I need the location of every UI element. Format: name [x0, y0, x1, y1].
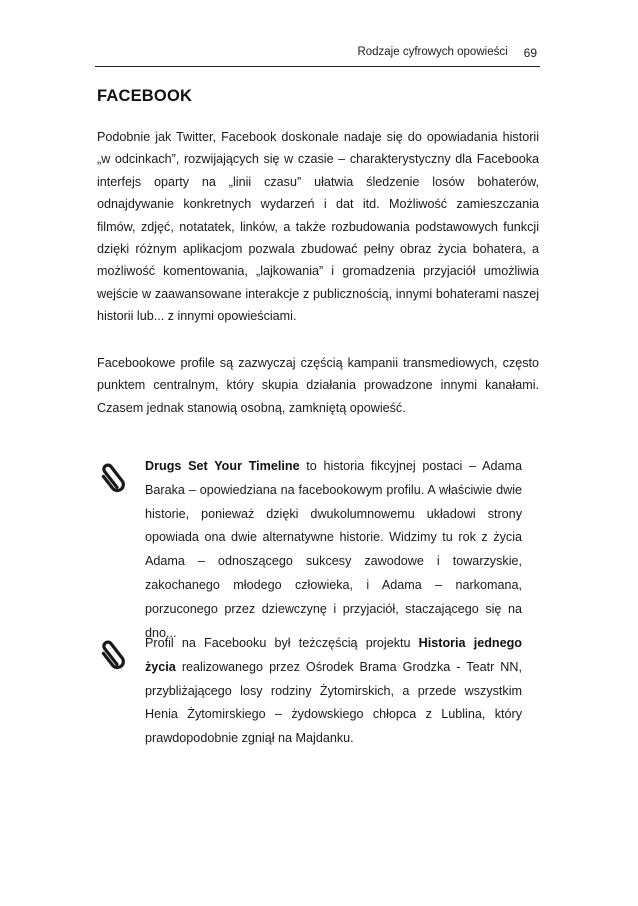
body-paragraph: Podobnie jak Twitter, Facebook doskonale nadaje się do opowiadania historii „w odcinkach”, rozwijających się w czasie – charakterystyczny dla Facebooka interfejs oparty na „linii czasu” ułatwia śledzenie losów bohaterów, odnajdywanie konkretnych wydarzeń i dat itd. Możliwość zamieszczania filmów, zdjęć, notatatek, linków, a także rozbudowania podstawowych funkcji dzięki różnym aplikacjom pozwala zbudować pełny obraz życia bohatera, a możliwość komentowania, „lajkowania” i gromadzenia przyjaciół umożliwia wejście w zaawansowane interakcje z publicznością, innymi bohaterami naszej historii lub... z innymi opowieściami.	[97, 130, 539, 324]
callout-body: realizowanego przez Ośrodek Brama Grodzka - Teatr NN, przybliżającego losy rodziny Żytomirskich, a przede wszystkim Henia Żytomirskiego – żydowskiego chłopca z Lublina, który prawdopodobnie zgniął na Majdanku.	[145, 659, 522, 746]
running-header	[95, 46, 540, 67]
callout-body: to historia fikcyjnej postaci – Adama Baraka – opowiedziana na facebookowym profilu. A właściwie dwie historie, ponieważ dzięki dwukolumnowemu układowi strony opowiada ona dwie alternatywne historie. Widzimy tu rok z życia Adama – odnoszącego sukcesy zawodowe i towarzyskie, zakochanego młodego człowieka, i Adama – narkomana, porzuconego przez dziewczynę i przyjaciół, staczającego się na dno...	[145, 459, 522, 640]
running-header-section-title: Rodzaje cyfrowych opowieści	[357, 46, 508, 58]
callout-text	[145, 455, 522, 645]
body-paragraph: Facebookowe profile są zazwyczaj częścią kampanii transmediowych, często punktem centralnym, który skupia działania prowadzone innymi kanałami. Czasem jednak stanowią osobną, zamkniętą opowieść.	[97, 356, 539, 415]
callout-lead-title: Drugs Set Your Timeline	[145, 459, 300, 473]
page-number: 69	[523, 46, 537, 60]
section-heading: FACEBOOK	[97, 87, 193, 105]
example-callout	[97, 632, 539, 751]
callout-text	[145, 632, 522, 751]
callout-body-start: Profil na Facebooku był teżczęścią projektu	[145, 636, 419, 650]
callout-project-title: Historia jednego życia	[145, 636, 522, 674]
paperclip-icon	[101, 636, 127, 672]
example-callout	[97, 455, 539, 645]
paperclip-icon	[101, 459, 127, 495]
